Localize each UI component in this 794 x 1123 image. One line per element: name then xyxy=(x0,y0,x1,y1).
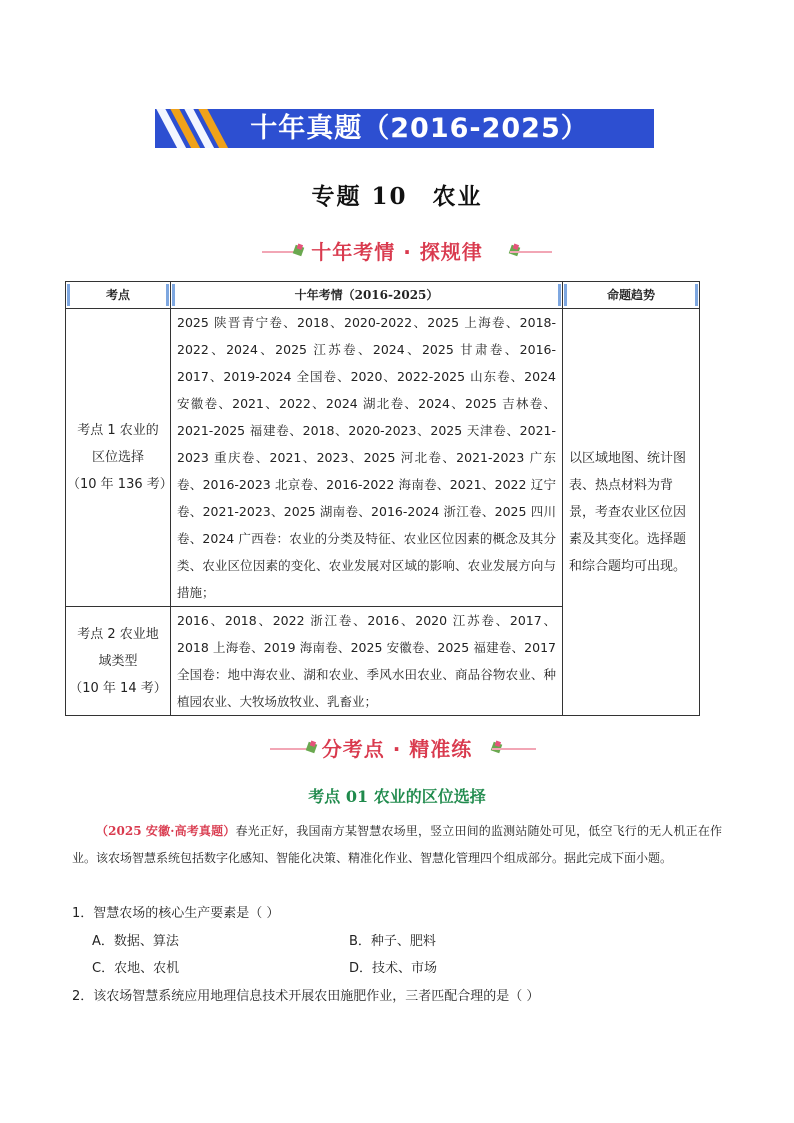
question-stem: 1．智慧农场的核心生产要素是（ ） xyxy=(72,906,280,921)
exam-trends-table xyxy=(65,281,700,716)
option-a: A．数据、算法 xyxy=(92,934,179,949)
exam-point-cell: 考点 1 农业的 区位选择 （10 年 136 考） xyxy=(66,309,171,607)
exam-point-cell: 考点 2 农业地 域类型 （10 年 14 考） xyxy=(66,607,171,716)
table-header-row xyxy=(66,282,700,309)
table-row xyxy=(66,309,700,607)
passage-source: （2025 安徽·高考真题） xyxy=(96,824,236,838)
option-b: B．种子、肥料 xyxy=(349,934,436,949)
header-cell: 命题趋势 xyxy=(563,282,700,309)
section-label: 十年考情 · 探规律 xyxy=(311,240,483,264)
banner-title: 十年真题（2016-2025） xyxy=(250,113,589,144)
trend-cell: 以区域地图、统计图表、热点材料为背景，考查农业区位因素及其变化。选择题和综合题均可出现。 xyxy=(563,309,700,716)
header-cell: 考点 xyxy=(66,282,171,309)
option-c: C．农地、农机 xyxy=(92,961,180,976)
header-cell: 十年考情（2016-2025） xyxy=(171,282,563,309)
divider-line xyxy=(492,748,536,750)
option-d: D．技术、市场 xyxy=(349,961,438,976)
question-passage xyxy=(72,818,722,872)
title-banner xyxy=(155,109,654,148)
exam-detail-cell: 2025 陕晋青宁卷、2018、2020-2022、2025 上海卷、2018-2022、2024、2025 江苏卷、2024、2025 甘肃卷、2016-2017、2019-2024 全国卷、2020、2022-2025 山东卷、2024 安徽卷、2021、2022、2024 湖北卷、2024、2025 吉林卷、2021-2025 福建卷、2018、2020-2023、2025 天津卷、2021-2023 重庆卷、2021、2023、2025 河北卷、2021-2023 广东卷、2016-2023 北京卷、2016-2022 海南卷、2021、2022 辽宁卷、2021-2023、2025 湖南卷、2016-2024 浙江卷、2025 四川卷、2024 广西卷：农业的分类及特征、农业区位因素的概念及其分类、农业区位因素的变化、农业发展对区域的影响、农业发展方向与措施； xyxy=(171,309,563,607)
exam-detail-cell: 2016、2018、2022 浙江卷、2016、2020 江苏卷、2017、2018 上海卷、2019 海南卷、2025 安徽卷、2025 福建卷、2017 全国卷：地中海农业、湖和农业、季风水田农业、商品谷物农业、种植园农业、大牧场放牧业、乳畜业； xyxy=(171,607,563,716)
topic-title: 专题 10 农业 xyxy=(311,183,483,210)
question-stem: 2．该农场智慧系统应用地理信息技术开展农田施肥作业，三者匹配合理的是（ ） xyxy=(72,989,540,1004)
section-heading-trends xyxy=(0,236,794,266)
passage-text: 春光正好，我国南方某智慧农场里，竖立田间的监测站随处可见，低空飞行的无人机正在作业。该农场智慧系统包括数字化感知、智能化决策、精准化作业、智慧化管理四个组成部分。据此完成下面小题。 xyxy=(72,824,722,865)
divider-line xyxy=(510,251,552,253)
section-label: 分考点 · 精准练 xyxy=(321,737,473,761)
sub-topic-title: 考点 01 农业的区位选择 xyxy=(308,787,486,806)
section-heading-practice xyxy=(0,733,794,763)
